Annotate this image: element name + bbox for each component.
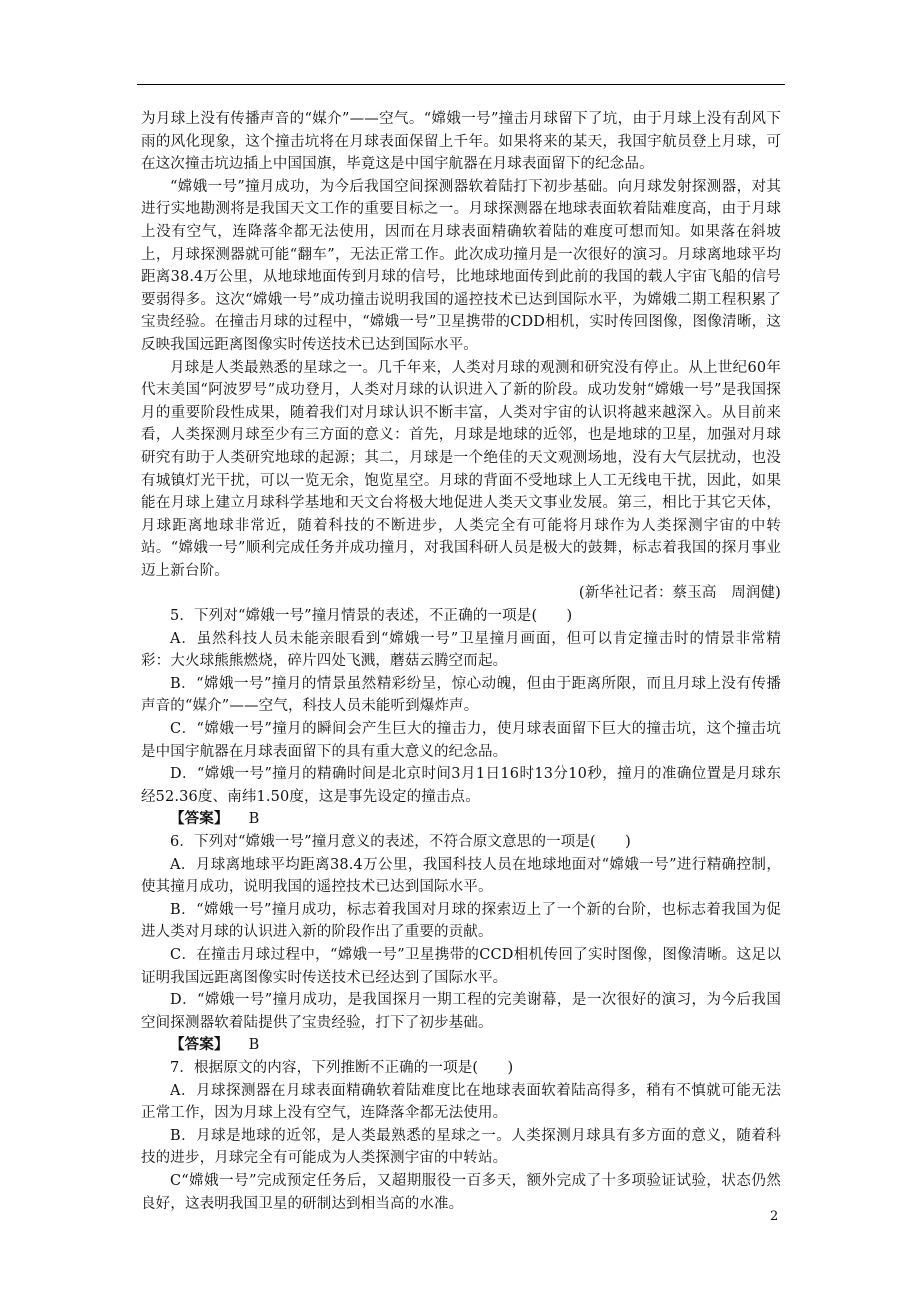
- question-option: B．“嫦娥一号”撞月的情景虽然精彩纷呈，惊心动魄，但由于距离所限，而且月球上没有传播声音的“媒介”——空气，科技人员未能听到爆炸声。: [141, 675, 781, 715]
- question-option: A．月球探测器在月球表面精确软着陆难度比在地球表面软着陆高得多，稍有不慎就可能无法正常工作，因为月球上没有空气，连降落伞都无法使用。: [141, 1082, 781, 1122]
- body-paragraph: “嫦娥一号”撞月成功，为今后我国空间探测器软着陆打下初步基础。向月球发射探测器，对其进行实地勘测将是我国天文工作的重要目标之一。月球探测器在地球表面软着陆难度高，由于月球上没有空气，连降落伞都无法使用，因而在月球表面精确软着陆的难度可想而知。如果落在斜坡上，月球探测器就可能“翻车”，无法正常工作。此次成功撞月是一次很好的演习。月球离地球平均距离38.4万公里，从地球地面传到月球的信号，比地球地面传到此前的我国的载人宇宙飞船的信号要弱得多。这次“嫦娥一号”成功撞击说明我国的遥控技术已达到国际水平，为嫦娥二期工程积累了宝贵经验。在撞击月球的过程中，“嫦娥一号”卫星携带的CDD相机，实时传回图像，图像清晰，这反映我国远距离图像实时传送技术已达到国际水平。: [141, 178, 781, 353]
- answer-label: 【答案】: [170, 1036, 229, 1054]
- header-rule: [137, 84, 785, 85]
- question-option: D．“嫦娥一号”撞月成功，是我国探月一期工程的完美谢幕，是一次很好的演习，为今后我国空间探测器软着陆提供了宝贵经验，打下了初步基础。: [141, 992, 781, 1031]
- answer-label: 【答案】: [170, 810, 229, 828]
- question-option: B．“嫦娥一号”撞月成功，标志着我国对月球的探索迈上了一个新的台阶，也标志着我国为促进人类对月球的认识进入新的阶段作出了重要的贡献。: [141, 901, 781, 941]
- question-7: [141, 1057, 781, 1215]
- question-option: D．“嫦娥一号”撞月的精确时间是北京时间3月1日16时13分10秒，撞月的准确位置是月球东经52.36度、南纬1.50度，这是事先设定的撞击点。: [141, 766, 781, 805]
- body-paragraph: 为月球上没有传播声音的“媒介”——空气。“嫦娥一号”撞击月球留下了坑，由于月球上没有刮风下雨的风化现象，这个撞击坑将在月球表面保留上千年。如果将来的某天，我国宇航员登上月球，可在这次撞击坑边插上中国国旗，毕竟这是中国宇航器在月球表面留下的纪念品。: [141, 111, 781, 173]
- question-option: A．虽然科技人员未能亲眼看到“嫦娥一号”卫星撞月画面，但可以肯定撞击时的情景非常精彩：大火球熊熊燃烧，碎片四处飞溅，蘑菇云腾空而起。: [141, 630, 781, 670]
- answer-value: B: [248, 1037, 260, 1054]
- answer-line: [141, 1034, 781, 1057]
- question-option: C．“嫦娥一号”撞月的瞬间会产生巨大的撞击力，使月球表面留下巨大的撞击坑，这个撞击坑是中国宇航器在月球表面留下的具有重大意义的纪念品。: [141, 721, 781, 760]
- question-option: A．月球离地球平均距离38.4万公里，我国科技人员在地球地面对“嫦娥一号”进行精确控制，使其撞月成功，说明我国的遥控技术已达到国际水平。: [141, 856, 781, 896]
- answer-line: [141, 808, 781, 831]
- byline: (新华社记者：蔡玉高 周润健): [578, 585, 781, 602]
- question-option: B．月球是地球的近邻，是人类最熟悉的星球之一。人类探测月球具有多方面的意义，随着科技的进步，月球完全有可能成为人类探测宇宙的中转站。: [141, 1127, 781, 1167]
- question-stem: 6．下列对“嫦娥一号”撞月意义的表述，不符合原文意思的一项是( ): [170, 834, 631, 850]
- question-stem: 7．根据原文的内容，下列推断不正确的一项是( ): [170, 1059, 514, 1076]
- question-stem: 5．下列对“嫦娥一号”撞月情景的表述，不正确的一项是( ): [170, 608, 573, 625]
- question-option: C“嫦娥一号”完成预定任务后，又超期服役一百多天，额外完成了十多项验证试验，状态仍然良好，这表明我国卫星的研制达到相当高的水准。: [141, 1172, 781, 1212]
- question-6: [141, 831, 781, 1057]
- answer-value: B: [248, 811, 260, 828]
- document-body: [141, 108, 781, 1215]
- body-paragraph: 月球是人类最熟悉的星球之一。几千年来，人类对月球的观测和研究没有停止。从上世纪60年代末美国“阿波罗号”成功登月，人类对月球的认识进入了新的阶段。成功发射“嫦娥一号”是我国探月的重要阶段性成果，随着我们对月球认识不断丰富，人类对宇宙的认识将越来越深入。从目前来看，人类探测月球至少有三方面的意义：首先，月球是地球的近邻，也是地球的卫星，加强对月球研究有助于人类研究地球的起源；其二，月球是一个绝佳的天文观测场地，没有大气层扰动，也没有城镇灯光干扰，可以一览无余，饱览星空。月球的背面不受地球上人工无线电干扰，因此，如果能在月球上建立月球科学基地和天文台将极大地促进人类天文事业发展。第三，相比于其它天体，月球距离地球非常近，随着科技的不断进步，人类完全有可能将月球作为人类探测宇宙的中转站。“嫦娥一号”顺利完成任务并成功撞月，对我国科研人员是极大的鼓舞，标志着我国的探月事业迈上新台阶。: [141, 359, 781, 579]
- page-number: 2: [770, 1209, 779, 1224]
- question-5: [141, 605, 781, 831]
- question-option: C．在撞击月球过程中，“嫦娥一号”卫星携带的CCD相机传回了实时图像，图像清晰。这足以证明我国远距离图像实时传送技术已经达到了国际水平。: [141, 946, 781, 986]
